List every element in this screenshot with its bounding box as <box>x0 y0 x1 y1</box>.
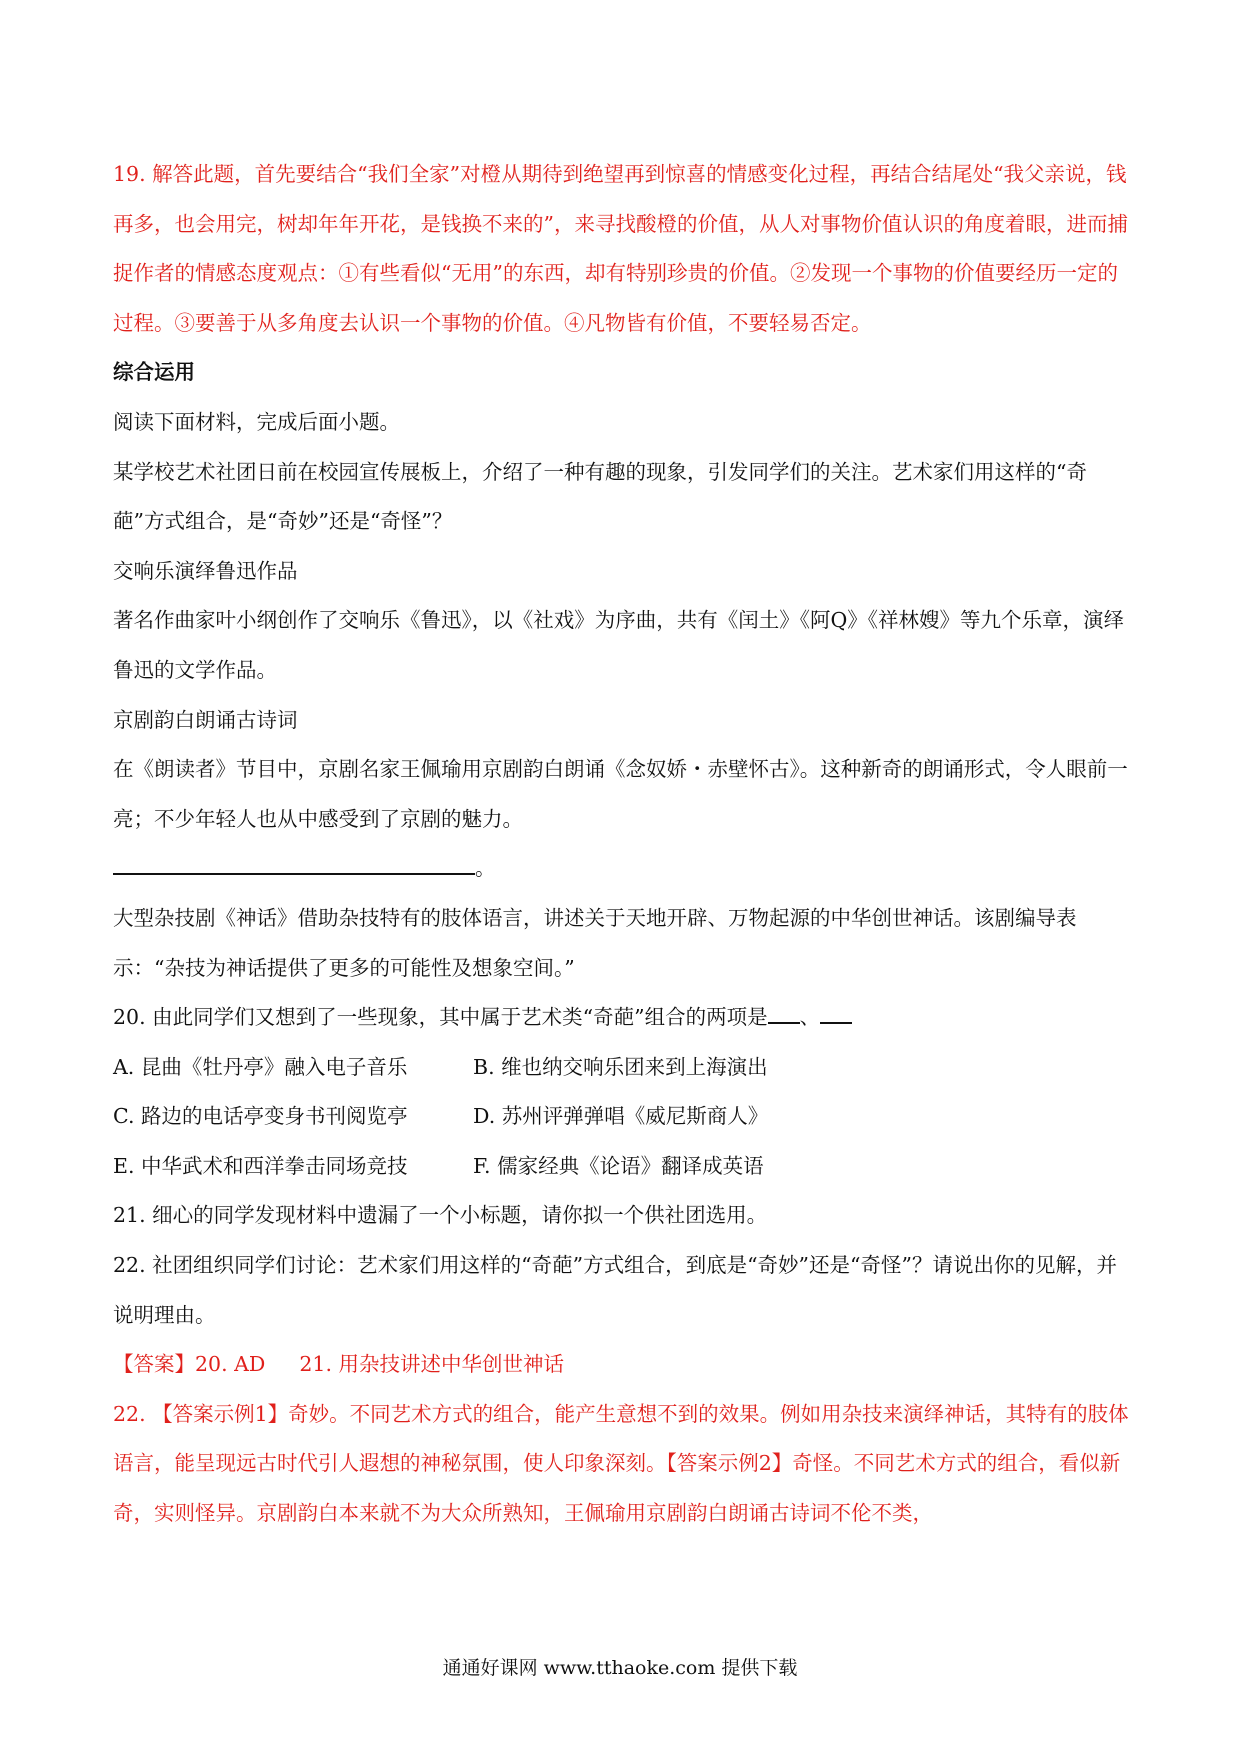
reading-instruction: 阅读下面材料，完成后面小题。 <box>113 409 400 434</box>
answer-21: 21. 用杂技讲述中华创世神话 <box>299 1352 564 1377</box>
answer-line <box>113 1340 1135 1390</box>
option-f: F. 儒家经典《论语》翻译成英语 <box>473 1153 764 1178</box>
subtitle-peking-opera: 京剧韵白朗诵古诗词 <box>113 707 298 732</box>
blank-period: 。 <box>475 856 496 881</box>
missing-subtitle-blank <box>113 847 475 875</box>
answer-22: 22. 【答案示例1】奇妙。不同艺术方式的组合，能产生意想不到的效果。例如用杂技来演绎神话，其特有的肢体语言，能呈现远古时代引人遐想的神秘氛围，使人印象深刻。【答案示例2】奇怪。不同艺术方式的组合，看似新奇，实则怪异。京剧韵白本来就不为大众所熟知，王佩瑜用京剧韵白朗诵古诗词不伦不类， <box>113 1401 1129 1526</box>
document-body <box>113 150 1135 1539</box>
option-row <box>113 1092 1135 1142</box>
page-footer: 通通好课网 www.tthaoke.com 提供下载 <box>442 1657 798 1679</box>
answer-blank-2 <box>820 1002 852 1024</box>
paragraph-acrobatics: 大型杂技剧《神话》借助杂技特有的肢体语言，讲述关于天地开辟、万物起源的中华创世神话。该剧编导表示：“杂技为神话提供了更多的可能性及想象空间。” <box>113 905 1077 980</box>
option-e: E. 中华武术和西洋拳击同场竞技 <box>113 1153 408 1178</box>
missing-subtitle-line <box>113 844 1135 894</box>
answer-label: 【答案】 <box>113 1352 195 1377</box>
option-c: C. 路边的电话亭变身书刊阅览亭 <box>113 1104 408 1129</box>
question-20 <box>113 993 1135 1043</box>
option-row <box>113 1043 1135 1093</box>
paragraph-symphony: 著名作曲家叶小纲创作了交响乐《鲁迅》，以《社戏》为序曲，共有《闰土》《阿Q》《祥林嫂》等九个乐章，演绎鲁迅的文学作品。 <box>113 608 1125 682</box>
answer-19-explanation: 19. 解答此题，首先要结合“我们全家”对橙从期待到绝望再到惊喜的情感变化过程，再结合结尾处“我父亲说，钱再多，也会用完，树却年年开花，是钱换不来的”，来寻找酸橙的价值，从人对事物价值认识的角度着眼，进而捕捉作者的情感态度观点：①有些看似“无用”的东西，却有特别珍贵的价值。②发现一个事物的价值要经历一定的过程。③要善于从多角度去认识一个事物的价值。④凡物皆有价值，不要轻易否定。 <box>113 162 1128 335</box>
section-title: 综合运用 <box>113 360 195 385</box>
option-d: D. 苏州评弹弹唱《威尼斯商人》 <box>473 1104 769 1129</box>
option-b: B. 维也纳交响乐团来到上海演出 <box>473 1054 768 1079</box>
question-21: 21. 细心的同学发现材料中遗漏了一个小标题，请你拟一个供社团选用。 <box>113 1203 768 1228</box>
question-20-text: 20. 由此同学们又想到了一些现象，其中属于艺术类“奇葩”组合的两项是 <box>113 1005 768 1030</box>
option-row <box>113 1142 1135 1192</box>
option-a: A. 昆曲《牡丹亭》融入电子音乐 <box>113 1054 408 1079</box>
question-22: 22. 社团组织同学们讨论：艺术家们用这样的“奇葩”方式组合，到底是“奇妙”还是“奇怪”？请说出你的见解，并说明理由。 <box>113 1253 1117 1327</box>
blank-separator: 、 <box>799 1005 821 1030</box>
paragraph-peking-opera: 在《朗读者》节目中，京剧名家王佩瑜用京剧韵白朗诵《念奴娇・赤壁怀古》。这种新奇的朗诵形式，令人眼前一亮；不少年轻人也从中感受到了京剧的魅力。 <box>113 757 1128 831</box>
subtitle-symphony: 交响乐演绎鲁迅作品 <box>113 558 298 583</box>
answer-blank-1 <box>768 1002 800 1024</box>
material-intro: 某学校艺术社团日前在校园宣传展板上，介绍了一种有趣的现象，引发同学们的关注。艺术家们用这样的“奇葩”方式组合，是“奇妙”还是“奇怪”？ <box>113 459 1087 534</box>
answer-20: 20. AD <box>195 1352 266 1377</box>
